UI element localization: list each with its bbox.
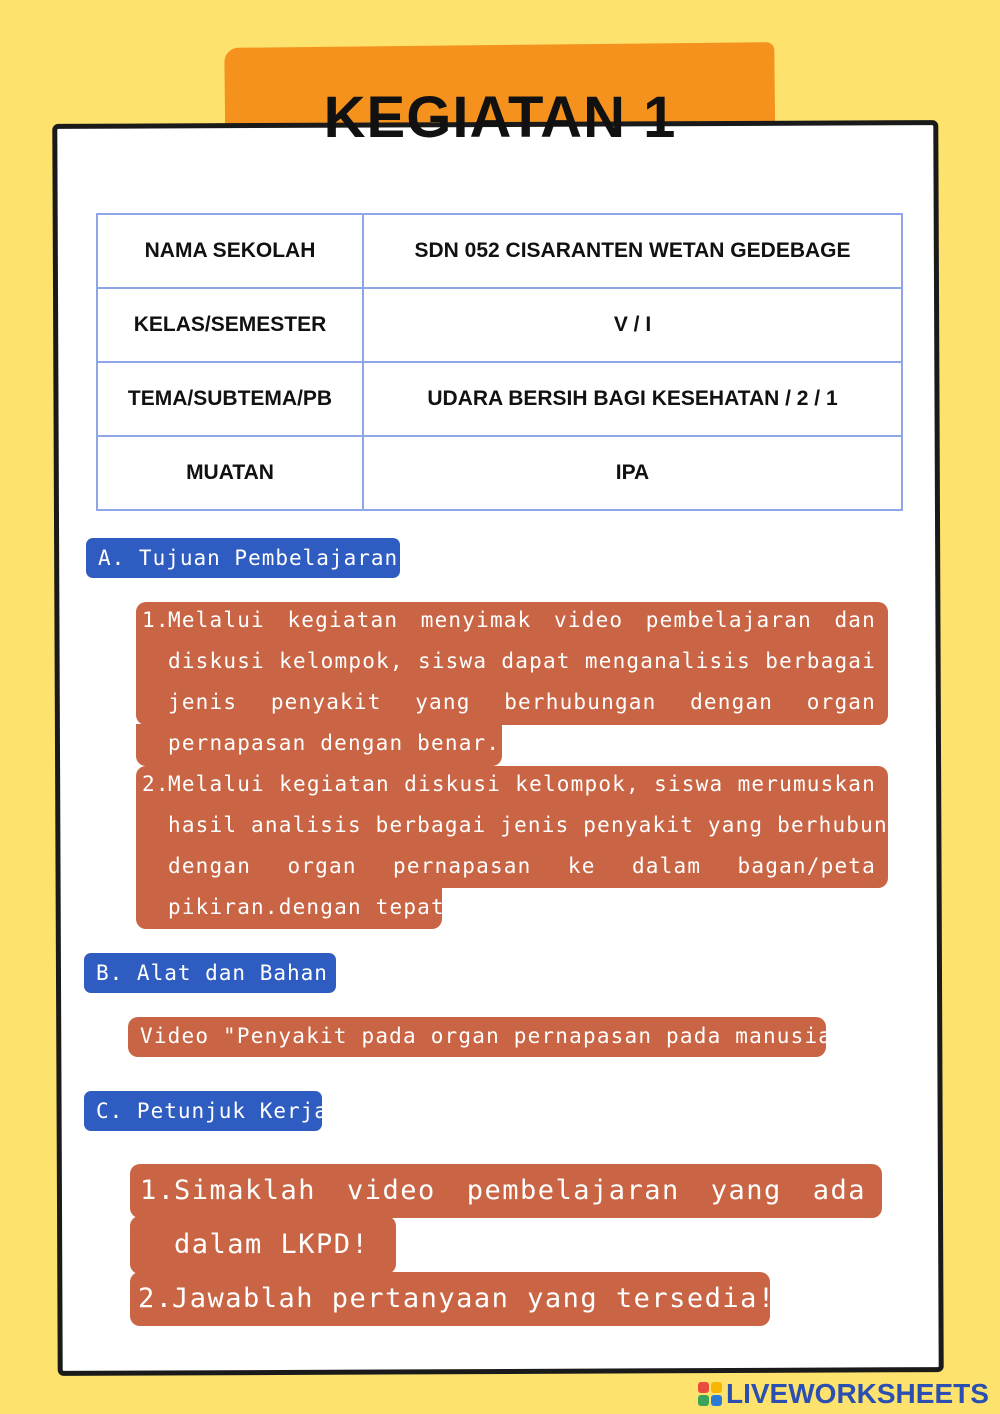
table-row (97, 288, 902, 362)
info-label: TEMA/SUBTEMA/PB (97, 362, 363, 436)
goal-2-line: dengan organ pernapasan ke dalam bagan/peta (168, 854, 876, 878)
info-label: MUATAN (97, 436, 363, 510)
step-1-line: Simaklah video pembelajaran yang ada (174, 1175, 866, 1206)
goal-2-line: hasil analisis berbagai jenis penyakit yang berhubungan (168, 813, 930, 837)
info-label: NAMA SEKOLAH (97, 214, 363, 288)
section-a-heading: A. Tujuan Pembelajaran (86, 538, 400, 578)
info-value: UDARA BERSIH BAGI KESEHATAN / 2 / 1 (363, 362, 902, 436)
goal-1-line: pernapasan dengan benar. (168, 731, 501, 755)
goal-2-line: pikiran.dengan tepat. (168, 895, 459, 919)
info-label: KELAS/SEMESTER (97, 288, 363, 362)
table-row (97, 436, 902, 510)
step-2-line: Jawablah pertanyaan yang tersedia! (172, 1283, 776, 1314)
brand-label: LIVEWORKSHEETS (726, 1378, 989, 1409)
goal-1-line: diskusi kelompok, siswa dapat menganalisis berbagai (168, 649, 876, 673)
step-1-number: 1. (140, 1175, 176, 1206)
goal-1-number: 1. (142, 608, 170, 632)
info-value: V / I (363, 288, 902, 362)
goal-2-number: 2. (142, 772, 170, 796)
goal-1-line: Melalui kegiatan menyimak video pembelajaran dan (168, 608, 876, 632)
info-value: SDN 052 CISARANTEN WETAN GEDEBAGE (363, 214, 902, 288)
step-2-number: 2. (138, 1283, 174, 1314)
page-title: KEGIATAN 1 (323, 85, 677, 150)
goal-1-line: jenis penyakit yang berhubungan dengan organ (168, 690, 876, 714)
step-1-line: dalam LKPD! (174, 1229, 370, 1260)
info-table (96, 213, 903, 511)
info-value: IPA (363, 436, 902, 510)
goal-2-line: Melalui kegiatan diskusi kelompok, siswa merumuskan (168, 772, 876, 796)
section-b-heading: B. Alat dan Bahan (84, 953, 336, 993)
table-row (97, 214, 902, 288)
table-row (97, 362, 902, 436)
materials-item: Video "Penyakit pada organ pernapasan pada manusia" (140, 1024, 846, 1048)
section-c-heading: C. Petunjuk Kerja (84, 1091, 322, 1131)
liveworksheets-logo-icon (698, 1382, 722, 1406)
